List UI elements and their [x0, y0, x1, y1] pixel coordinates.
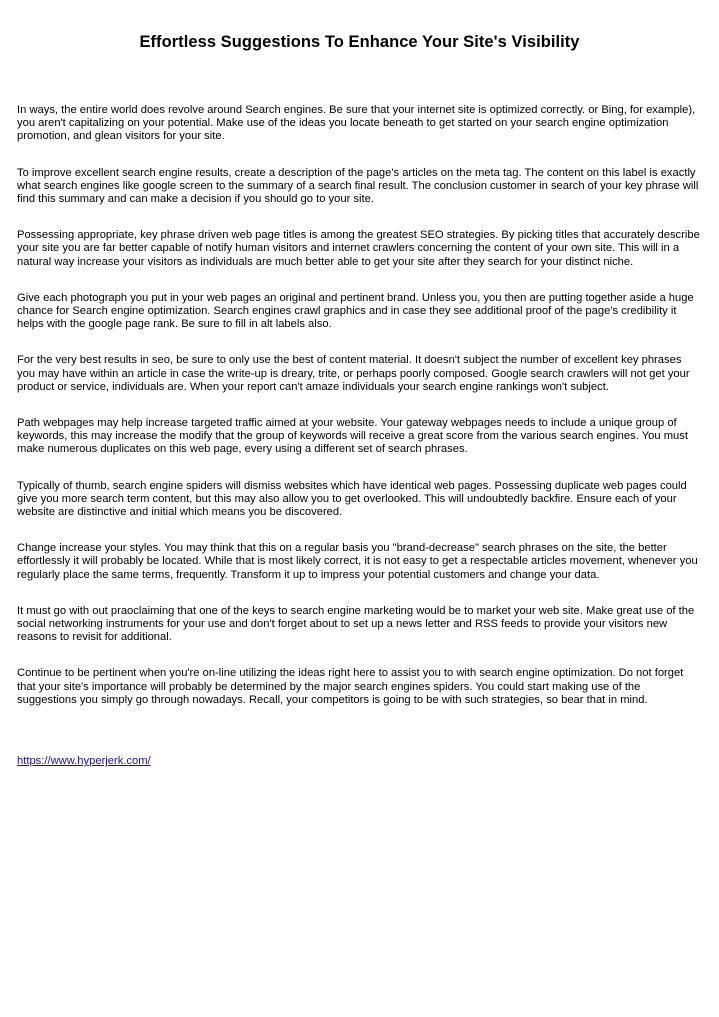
paragraph-5: For the very best results in seo, be sure to only use the best of content material. It doesn't subject the number of excellent key phrases you may have within an article in case the write-up is dreary, trite, or perhaps poorly composed. Google search crawlers will not get your product or service, individuals are. When your report can't amaze individuals your search engine rankings won't subject.: [17, 354, 690, 393]
paragraph-4: Give each photograph you put in your web pages an original and pertinent brand. Unless you, you then are putting together aside a huge chance for Search engine optimization. Search engines crawl graphics and in case they see additional proof of the page's credibility it helps with the google page rank. Be sure to fill in alt labels also.: [17, 291, 694, 331]
paragraph-7: Typically of thumb, search engine spiders will dismiss websites which have identical web pages. Possessing duplicate web pages could give you more search term content, but this may also allow you to get overlooked. This will undoubtedly backfire. Ensure each of your website are distinctive and initial which means you be discovered.: [17, 479, 687, 519]
paragraph-3: Possessing appropriate, key phrase driven web page titles is among the greatest SEO strategies. By picking titles that accurately describe your site you are far better capable of notify human visitors and internet crawlers concerning the content of your own site. This will in a natural way increase your visitors as individuals are much better able to get your site after they search for your distinct niche.: [17, 229, 700, 268]
source-link[interactable]: https://www.hyperjerk.com/: [17, 755, 151, 768]
paragraph-8: Change increase your styles. You may think that this on a regular basis you "brand-decrease" search phrases on the site, the better effortlessly it will probably be located. While that is most likely correct, it is not easy to get a respectable articles movement, whenever you regularly place the same terms, frequently. Transform it up to impress your potential customers and change your data.: [17, 542, 698, 581]
paragraph-6: Path webpages may help increase targeted traffic aimed at your website. Your gateway webpages needs to include a unique group of keywords, this may increase the modify that the group of keywords will receive a great score from the various search engines. You must make numerous duplicates on this web page, every using a different set of search phrases.: [17, 417, 688, 456]
paragraph-10: Continue to be pertinent when you're on-line utilizing the ideas right here to assist you to with search engine optimization. Do not forget that your site's importance will probably be determined by the major search engines spiders. You could start making use of the suggestions you simply go through nowadays. Recall, your competitors is going to be with such strategies, so bear that in mind.: [17, 667, 684, 706]
article-body: [17, 104, 702, 707]
page-title: Effortless Suggestions To Enhance Your Site's Visibility: [139, 33, 580, 51]
paragraph-1: In ways, the entire world does revolve around Search engines. Be sure that your internet site is optimized correctly. or Bing, for example), you aren't capitalizing on your potential. Make use of the ideas you locate beneath to get started on your search engine optimization promotion, and glean visitors for your site.: [17, 104, 696, 143]
paragraph-2: To improve excellent search engine results, create a description of the page's articles on the meta tag. The content on this label is exactly what search engines like google screen to the summary of a search final result. The conclusion customer in search of your key phrase will find this summary and can make a decision if you should go to your site.: [17, 166, 699, 206]
paragraph-9: It must go with out praoclaiming that one of the keys to search engine marketing would be to market your web site. Make great use of the social networking instruments for your use and don't forget about to set up a news letter and RSS feeds to provide your visitors new reasons to revisit for additional.: [17, 604, 695, 644]
